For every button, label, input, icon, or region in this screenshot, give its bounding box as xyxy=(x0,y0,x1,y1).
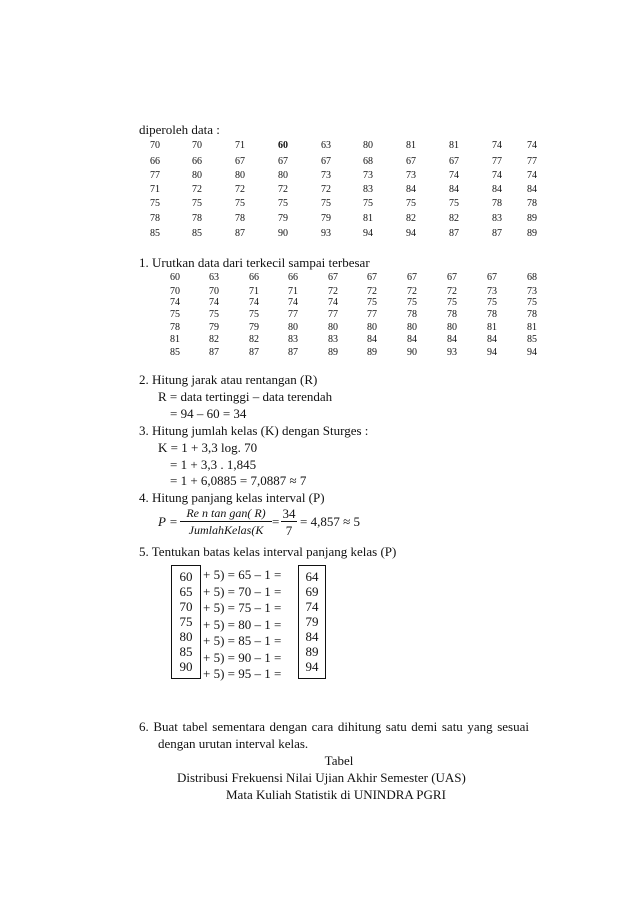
sorted-data-cell: 80 xyxy=(288,322,298,333)
raw-data-cell: 79 xyxy=(278,213,288,224)
sorted-data-cell: 74 xyxy=(328,297,338,308)
raw-data-cell: 78 xyxy=(150,213,160,224)
raw-data-cell: 63 xyxy=(321,140,331,151)
upper-limit-value: 64 xyxy=(305,569,319,584)
sorted-data-cell: 94 xyxy=(487,347,497,358)
formula-result: = 4,857 ≈ 5 xyxy=(300,514,360,529)
sorted-data-cell: 75 xyxy=(249,309,259,320)
step5-title: 5. Tentukan batas kelas interval panjang kelas (P) xyxy=(139,544,397,559)
lower-limits-box xyxy=(171,565,201,679)
raw-data-cell: 67 xyxy=(278,156,288,167)
raw-data-cell: 78 xyxy=(235,213,245,224)
sorted-data-cell: 89 xyxy=(328,347,338,358)
sorted-data-cell: 77 xyxy=(367,309,377,320)
sorted-data-cell: 74 xyxy=(288,297,298,308)
raw-data-cell: 82 xyxy=(406,213,416,224)
raw-data-cell: 85 xyxy=(192,228,202,239)
sorted-data-cell: 67 xyxy=(407,272,417,283)
formula-denominator-value: 7 xyxy=(285,523,293,538)
raw-data-cell: 80 xyxy=(235,170,245,181)
raw-data-cell: 81 xyxy=(363,213,373,224)
sorted-data-cell: 79 xyxy=(209,322,219,333)
raw-data-cell: 74 xyxy=(492,140,502,151)
sorted-data-cell: 81 xyxy=(170,334,180,345)
sorted-data-cell: 80 xyxy=(407,322,417,333)
sorted-data-cell: 80 xyxy=(367,322,377,333)
sorted-data-cell: 78 xyxy=(447,309,457,320)
sorted-data-cell: 84 xyxy=(447,334,457,345)
raw-data-cell: 77 xyxy=(150,170,160,181)
raw-data-cell: 73 xyxy=(321,170,331,181)
sorted-data-cell: 93 xyxy=(447,347,457,358)
sorted-data-cell: 75 xyxy=(487,297,497,308)
sorted-data-cell: 80 xyxy=(328,322,338,333)
step3-line2: = 1 + 3,3 . 1,845 xyxy=(170,457,257,472)
raw-data-cell: 80 xyxy=(278,170,288,181)
raw-data-cell: 68 xyxy=(363,156,373,167)
sorted-data-cell: 66 xyxy=(288,272,298,283)
raw-data-cell: 87 xyxy=(449,228,459,239)
sorted-data-cell: 85 xyxy=(527,334,537,345)
raw-data-cell: 75 xyxy=(150,198,160,209)
raw-data-cell: 82 xyxy=(449,213,459,224)
lower-limit-value: 60 xyxy=(179,569,193,584)
raw-data-cell: 83 xyxy=(363,184,373,195)
raw-data-cell: 60 xyxy=(278,140,288,151)
raw-data-cell: 67 xyxy=(235,156,245,167)
lower-limit-value: 65 xyxy=(179,584,193,599)
sorted-data-cell: 70 xyxy=(209,286,219,297)
raw-data-cell: 70 xyxy=(192,140,202,151)
sorted-data-cell: 77 xyxy=(288,309,298,320)
sorted-data-cell: 63 xyxy=(209,272,219,283)
step3-line1: K = 1 + 3,3 log. 70 xyxy=(158,440,258,455)
raw-data-cell: 90 xyxy=(278,228,288,239)
fraction-line xyxy=(180,521,272,522)
raw-data-cell: 66 xyxy=(192,156,202,167)
step3-title: 3. Hitung jumlah kelas (K) dengan Sturges : xyxy=(139,423,369,438)
table-label: Tabel xyxy=(324,753,354,768)
sorted-data-cell: 71 xyxy=(249,286,259,297)
raw-data-cell: 75 xyxy=(406,198,416,209)
sorted-data-cell: 75 xyxy=(170,309,180,320)
sorted-data-cell: 71 xyxy=(288,286,298,297)
raw-data-cell: 94 xyxy=(363,228,373,239)
interval-calculation-line: + 5) = 75 – 1 = xyxy=(203,600,282,615)
upper-limit-value: 84 xyxy=(305,629,319,644)
lower-limit-value: 85 xyxy=(179,644,193,659)
raw-data-cell: 81 xyxy=(406,140,416,151)
raw-data-cell: 75 xyxy=(363,198,373,209)
sorted-data-cell: 67 xyxy=(447,272,457,283)
raw-data-cell: 77 xyxy=(527,156,537,167)
raw-data-cell: 78 xyxy=(527,198,537,209)
step2-line2: = 94 – 60 = 34 xyxy=(170,406,247,421)
sorted-data-cell: 84 xyxy=(487,334,497,345)
sorted-data-cell: 72 xyxy=(447,286,457,297)
formula-p-label: P = xyxy=(158,514,178,529)
raw-data-cell: 67 xyxy=(406,156,416,167)
sorted-data-cell: 87 xyxy=(288,347,298,358)
table-caption-1: Distribusi Frekuensi Nilai Ujian Akhir Semester (UAS) xyxy=(177,770,466,785)
raw-data-cell: 72 xyxy=(192,184,202,195)
raw-data-cell: 87 xyxy=(235,228,245,239)
raw-data-cell: 75 xyxy=(278,198,288,209)
raw-data-cell: 75 xyxy=(321,198,331,209)
raw-data-cell: 77 xyxy=(492,156,502,167)
raw-data-cell: 78 xyxy=(492,198,502,209)
raw-data-cell: 70 xyxy=(150,140,160,151)
sorted-data-cell: 75 xyxy=(447,297,457,308)
step4-title: 4. Hitung panjang kelas interval (P) xyxy=(139,490,325,505)
raw-data-cell: 93 xyxy=(321,228,331,239)
raw-data-cell: 72 xyxy=(235,184,245,195)
raw-data-cell: 74 xyxy=(492,170,502,181)
sorted-data-cell: 66 xyxy=(249,272,259,283)
sorted-data-cell: 81 xyxy=(527,322,537,333)
raw-data-cell: 73 xyxy=(363,170,373,181)
upper-limit-value: 89 xyxy=(305,644,319,659)
formula-denominator-classes: JumlahKelas(K xyxy=(188,523,264,537)
raw-data-cell: 84 xyxy=(449,184,459,195)
lower-limit-value: 75 xyxy=(179,614,193,629)
sorted-data-cell: 82 xyxy=(209,334,219,345)
raw-data-cell: 83 xyxy=(492,213,502,224)
sorted-data-cell: 70 xyxy=(170,286,180,297)
raw-data-cell: 87 xyxy=(492,228,502,239)
sorted-data-cell: 87 xyxy=(209,347,219,358)
sorted-data-cell: 74 xyxy=(170,297,180,308)
raw-data-cell: 84 xyxy=(492,184,502,195)
interval-calculation-line: + 5) = 65 – 1 = xyxy=(203,567,282,582)
sorted-data-cell: 78 xyxy=(487,309,497,320)
sorted-data-cell: 74 xyxy=(209,297,219,308)
section-header: diperoleh data : xyxy=(139,122,220,137)
sorted-data-cell: 77 xyxy=(328,309,338,320)
raw-data-cell: 71 xyxy=(235,140,245,151)
raw-data-cell: 75 xyxy=(192,198,202,209)
fraction-line-2 xyxy=(281,521,297,522)
step2-line1: R = data tertinggi – data terendah xyxy=(158,389,333,404)
raw-data-cell: 81 xyxy=(449,140,459,151)
step6-line1: 6. Buat tabel sementara dengan cara dihitung satu demi satu yang sesuai xyxy=(139,719,529,734)
sorted-data-cell: 60 xyxy=(170,272,180,283)
upper-limit-value: 94 xyxy=(305,659,319,674)
sorted-data-cell: 84 xyxy=(367,334,377,345)
sorted-data-cell: 80 xyxy=(447,322,457,333)
interval-calculation-line: + 5) = 95 – 1 = xyxy=(203,666,282,681)
lower-limit-value: 70 xyxy=(179,599,193,614)
lower-limit-value: 90 xyxy=(179,659,193,674)
interval-calculation-line: + 5) = 80 – 1 = xyxy=(203,616,282,632)
step3-line3: = 1 + 6,0885 = 7,0887 ≈ 7 xyxy=(170,473,307,488)
sorted-data-cell: 73 xyxy=(487,286,497,297)
sorted-data-cell: 79 xyxy=(249,322,259,333)
table-caption-2: Mata Kuliah Statistik di UNINDRA PGRI xyxy=(226,787,446,802)
raw-data-cell: 66 xyxy=(150,156,160,167)
raw-data-cell: 85 xyxy=(150,228,160,239)
raw-data-cell: 71 xyxy=(150,184,160,195)
sorted-data-cell: 78 xyxy=(407,309,417,320)
step2-title: 2. Hitung jarak atau rentangan (R) xyxy=(139,372,318,387)
sorted-data-cell: 85 xyxy=(170,347,180,358)
sorted-data-cell: 87 xyxy=(249,347,259,358)
sorted-data-cell: 67 xyxy=(328,272,338,283)
upper-limit-value: 74 xyxy=(305,599,319,614)
raw-data-cell: 80 xyxy=(363,140,373,151)
sorted-data-cell: 84 xyxy=(407,334,417,345)
interval-calculation-line: + 5) = 85 – 1 = xyxy=(203,633,282,648)
interval-calculations xyxy=(203,567,281,683)
step6-line2: dengan urutan interval kelas. xyxy=(158,736,309,751)
formula-equals: = xyxy=(272,514,280,529)
sorted-data-cell: 75 xyxy=(367,297,377,308)
sorted-data-cell: 67 xyxy=(487,272,497,283)
sorted-data-cell: 94 xyxy=(527,347,537,358)
raw-data-cell: 80 xyxy=(192,170,202,181)
sorted-data-cell: 68 xyxy=(527,272,537,283)
raw-data-cell: 89 xyxy=(527,213,537,224)
sorted-data-cell: 78 xyxy=(527,309,537,320)
sorted-data-cell: 89 xyxy=(367,347,377,358)
raw-data-cell: 89 xyxy=(527,228,537,239)
sorted-data-cell: 74 xyxy=(249,297,259,308)
sorted-data-cell: 73 xyxy=(527,286,537,297)
raw-data-cell: 73 xyxy=(406,170,416,181)
sorted-data-cell: 81 xyxy=(487,322,497,333)
lower-limit-value: 80 xyxy=(179,629,193,644)
raw-data-cell: 84 xyxy=(527,184,537,195)
upper-limits-box xyxy=(298,565,326,679)
raw-data-cell: 67 xyxy=(321,156,331,167)
raw-data-cell: 72 xyxy=(321,184,331,195)
sorted-data-cell: 82 xyxy=(249,334,259,345)
sorted-data-cell: 83 xyxy=(288,334,298,345)
upper-limit-value: 79 xyxy=(305,614,319,629)
raw-data-cell: 75 xyxy=(235,198,245,209)
raw-data-cell: 94 xyxy=(406,228,416,239)
formula-numerator-value: 34 xyxy=(282,506,296,521)
sorted-data-cell: 67 xyxy=(367,272,377,283)
raw-data-cell: 74 xyxy=(527,140,537,151)
raw-data-cell: 74 xyxy=(527,170,537,181)
sorted-data-cell: 72 xyxy=(407,286,417,297)
interval-calculation-line: + 5) = 70 – 1 = xyxy=(203,583,282,599)
raw-data-cell: 78 xyxy=(192,213,202,224)
raw-data-cell: 72 xyxy=(278,184,288,195)
sorted-data-cell: 72 xyxy=(367,286,377,297)
raw-data-cell: 74 xyxy=(449,170,459,181)
sorted-data-cell: 72 xyxy=(328,286,338,297)
sorted-data-cell: 75 xyxy=(407,297,417,308)
interval-calculation-line: + 5) = 90 – 1 = xyxy=(203,649,282,665)
raw-data-cell: 79 xyxy=(321,213,331,224)
sorted-data-cell: 78 xyxy=(170,322,180,333)
raw-data-cell: 84 xyxy=(406,184,416,195)
raw-data-cell: 75 xyxy=(449,198,459,209)
sorted-data-cell: 75 xyxy=(527,297,537,308)
sorted-data-cell: 75 xyxy=(209,309,219,320)
formula-numerator-range: Re n tan gan( R) xyxy=(186,506,266,520)
upper-limit-value: 69 xyxy=(305,584,319,599)
raw-data-cell: 67 xyxy=(449,156,459,167)
step1-title: 1. Urutkan data dari terkecil sampai terbesar xyxy=(139,255,370,270)
sorted-data-cell: 90 xyxy=(407,347,417,358)
sorted-data-cell: 83 xyxy=(328,334,338,345)
